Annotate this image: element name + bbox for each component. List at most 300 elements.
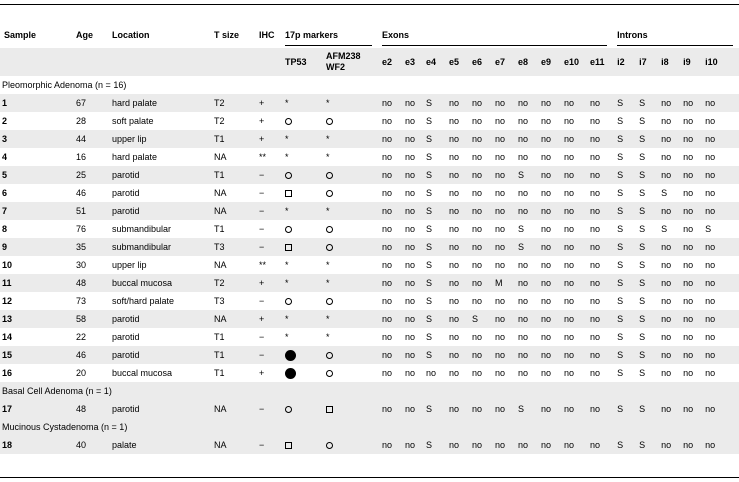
exon-cell: no (401, 310, 422, 328)
exon-cell: S (422, 310, 445, 328)
location-cell: submandibular (112, 224, 172, 234)
exon-cell: S (468, 310, 491, 328)
exon-cell: no (560, 130, 586, 148)
exon-cell: S (426, 296, 433, 306)
top-rule (0, 4, 739, 5)
ihc-cell: − (255, 202, 281, 220)
exon-cell: no (586, 202, 613, 220)
exon-cell: no (468, 238, 491, 256)
intron-cell: no (683, 296, 694, 306)
exon-cell: no (472, 224, 483, 234)
exon-cell: no (586, 400, 613, 418)
intron-cell: no (705, 368, 716, 378)
location-cell: soft/hard palate (112, 296, 175, 306)
intron-cell: no (657, 130, 679, 148)
ihc-cell: + (259, 368, 265, 378)
intron-cell: no (661, 296, 672, 306)
exon-cell: no (449, 116, 460, 126)
age-cell: 67 (72, 94, 108, 112)
exon-cell: no (378, 238, 401, 256)
exon-cell: no (564, 332, 575, 342)
exon-cell: S (422, 274, 445, 292)
location-header: Location (112, 30, 150, 40)
tsize-cell: T3 (210, 238, 255, 256)
intron-cell: no (683, 260, 694, 270)
location-cell: hard palate (112, 152, 158, 162)
circle-symbol-icon (326, 226, 333, 233)
circle-symbol-icon (285, 298, 292, 305)
exon-cell: no (445, 202, 468, 220)
sample-cell: 16 (2, 368, 13, 378)
table-row (0, 112, 739, 130)
tp53-marker-cell (281, 346, 322, 364)
exon-header: e3 (401, 48, 422, 76)
intron-cell: S (639, 152, 646, 162)
intron-cell: S (635, 202, 657, 220)
intron-cell: S (639, 260, 646, 270)
tp53-marker-cell (281, 166, 322, 184)
circle-symbol-icon (326, 172, 333, 179)
exon-cell: no (586, 274, 613, 292)
exon-cell: no (445, 274, 468, 292)
exon-header: e2 (378, 48, 401, 76)
intron-cell: no (661, 116, 672, 126)
afm-marker-cell (322, 220, 378, 238)
intron-cell: no (701, 130, 739, 148)
age-cell: 16 (76, 152, 87, 162)
exon-cell: no (405, 260, 416, 270)
exon-cell: no (468, 94, 491, 112)
exon-cell: no (468, 166, 491, 184)
exon-cell: no (537, 202, 560, 220)
intron-cell: no (679, 436, 701, 454)
sample-cell: 17 (0, 400, 72, 418)
intron-cell: S (635, 94, 657, 112)
tsize-cell: T1 (214, 224, 225, 234)
intron-cell: S (617, 296, 624, 306)
ihc-header: IHC (259, 30, 275, 40)
exon-cell: no (541, 188, 552, 198)
intron-cell: S (613, 202, 635, 220)
exon-cell: no (564, 116, 575, 126)
exon-cell: S (426, 188, 433, 198)
exon-cell: no (586, 94, 613, 112)
exon-cell: no (401, 274, 422, 292)
exon-cell: S (422, 346, 445, 364)
blank-header (108, 48, 210, 76)
exon-cell: no (472, 296, 483, 306)
table-row (0, 130, 739, 148)
exon-cell: no (382, 152, 393, 162)
intron-cell: no (661, 332, 672, 342)
exon-cell: no (564, 224, 575, 234)
exon-cell: no (495, 224, 506, 234)
intron-cell: no (657, 166, 679, 184)
intron-cell: S (639, 332, 646, 342)
exon-cell: no (590, 332, 601, 342)
square-symbol-icon (285, 442, 292, 449)
exon-cell: no (445, 346, 468, 364)
intron-cell: no (705, 116, 716, 126)
tp53-marker-cell (281, 436, 322, 454)
intron-cell: S (617, 152, 624, 162)
tsize-cell: T1 (210, 166, 255, 184)
table-row (0, 364, 739, 382)
bottom-rule (0, 477, 739, 478)
exon-cell: no (564, 260, 575, 270)
tp53-marker-cell (281, 238, 322, 256)
exon-cell: no (405, 296, 416, 306)
intron-cell: no (701, 274, 739, 292)
circle-symbol-icon (285, 226, 292, 233)
exon-cell: no (518, 188, 529, 198)
circle-symbol-icon (326, 298, 333, 305)
sample-header: Sample (4, 30, 37, 40)
exon-cell: no (495, 368, 506, 378)
ihc-cell: + (255, 310, 281, 328)
location-cell: parotid (108, 400, 210, 418)
intron-cell: S (639, 368, 646, 378)
sample-cell: 1 (0, 94, 72, 112)
exon-cell: no (560, 310, 586, 328)
exon-cell: no (468, 274, 491, 292)
tsize-cell: NA (210, 310, 255, 328)
exon-cell: no (405, 332, 416, 342)
exon-cell: no (537, 400, 560, 418)
exon-cell: S (422, 400, 445, 418)
intron-cell: S (617, 260, 624, 270)
table-row (0, 220, 739, 238)
exon-cell: no (401, 400, 422, 418)
intron-cell: S (613, 238, 635, 256)
exon-cell: no (495, 332, 506, 342)
exon-cell: no (541, 368, 552, 378)
table-row (0, 328, 739, 346)
sample-cell: 13 (0, 310, 72, 328)
intron-cell: no (705, 188, 716, 198)
location-cell: soft palate (112, 116, 154, 126)
circle-symbol-icon (285, 406, 292, 413)
exon-cell: no (590, 260, 601, 270)
afm-marker-cell: * (322, 202, 378, 220)
exon-cell: no (472, 260, 483, 270)
ihc-cell: − (259, 296, 265, 306)
afm238-header-line1: AFM238 (326, 51, 361, 61)
group-row (0, 76, 739, 94)
exon-cell: S (426, 224, 433, 234)
tp53-marker-cell (281, 364, 322, 382)
exon-cell: S (422, 130, 445, 148)
age-cell: 73 (76, 296, 87, 306)
afm-marker-cell: * (326, 260, 330, 270)
intron-cell: S (613, 436, 635, 454)
afm-marker-cell (322, 238, 378, 256)
exon-cell: no (518, 332, 529, 342)
intron-cell: S (639, 116, 646, 126)
intron-cell: no (683, 224, 694, 234)
tp53-marker-cell (281, 184, 322, 202)
exon-cell: no (495, 152, 506, 162)
intron-cell: no (679, 346, 701, 364)
exon-cell: no (378, 346, 401, 364)
exon-cell: no (564, 188, 575, 198)
intron-cell: no (683, 368, 694, 378)
tsize-cell: NA (214, 260, 227, 270)
exon-cell: no (586, 346, 613, 364)
header-row-1 (0, 22, 739, 48)
exon-cell: S (514, 400, 537, 418)
exon-cell: no (378, 310, 401, 328)
exon-cell: no (564, 296, 575, 306)
exon-cell: no (426, 368, 437, 378)
exon-cell: no (590, 116, 601, 126)
exon-cell: no (541, 332, 552, 342)
mutation-table (0, 22, 739, 454)
exon-cell: no (541, 296, 552, 306)
exon-cell: S (422, 166, 445, 184)
square-symbol-icon (326, 406, 333, 413)
exon-cell: no (514, 310, 537, 328)
age-cell: 48 (72, 400, 108, 418)
sample-cell: 3 (0, 130, 72, 148)
tp53-marker-cell: * (285, 332, 289, 342)
group-label: Basal Cell Adenoma (n = 1) (0, 382, 739, 400)
tp53-marker-cell (281, 112, 322, 130)
exon-cell: no (378, 202, 401, 220)
location-cell: submandibular (108, 238, 210, 256)
intron-cell: no (705, 152, 716, 162)
ihc-cell: − (255, 166, 281, 184)
circle-symbol-icon (326, 370, 333, 377)
intron-cell: no (679, 94, 701, 112)
sample-cell: 10 (2, 260, 13, 270)
tp53-marker-cell (281, 400, 322, 418)
exon-cell: no (449, 152, 460, 162)
tp53-marker-cell: * (281, 274, 322, 292)
exon-cell: no (491, 310, 514, 328)
exon-cell: no (382, 116, 393, 126)
exon-header: e5 (445, 48, 468, 76)
afm-marker-cell (322, 292, 378, 310)
exon-cell: no (445, 94, 468, 112)
intron-cell: S (661, 188, 668, 198)
tp53-marker-cell: * (281, 94, 322, 112)
tsize-cell: T3 (214, 296, 225, 306)
intron-cell: no (657, 274, 679, 292)
table-row (0, 94, 739, 112)
exon-cell: no (537, 274, 560, 292)
exon-cell: no (468, 130, 491, 148)
intron-cell: no (683, 332, 694, 342)
exon-cell: S (426, 260, 433, 270)
afm-marker-cell: * (322, 310, 378, 328)
exon-cell: no (564, 368, 575, 378)
circle-symbol-icon (285, 118, 292, 125)
exon-cell: no (537, 346, 560, 364)
exon-cell: no (491, 400, 514, 418)
group-label: Mucinous Cystadenoma (n = 1) (0, 418, 739, 436)
intron-cell: no (657, 436, 679, 454)
exon-header: e6 (468, 48, 491, 76)
exon-cell: no (514, 130, 537, 148)
tsize-cell: NA (210, 400, 255, 418)
table-row (0, 184, 739, 202)
exon-cell: no (514, 94, 537, 112)
exon-cell: no (405, 152, 416, 162)
afm-marker-cell: * (326, 332, 330, 342)
afm238-header-line2: WF2 (326, 62, 345, 72)
exon-cell: no (445, 130, 468, 148)
age-cell: 46 (76, 188, 87, 198)
exon-cell: no (560, 274, 586, 292)
exon-cell: no (514, 274, 537, 292)
ihc-cell: + (255, 274, 281, 292)
table-row (0, 346, 739, 364)
intron-cell: no (683, 116, 694, 126)
sample-cell: 2 (2, 116, 8, 126)
age-cell: 20 (76, 368, 87, 378)
exon-cell: no (401, 202, 422, 220)
afm-marker-cell (322, 184, 378, 202)
exon-cell: no (445, 436, 468, 454)
table-row (0, 292, 739, 310)
exon-cell: no (472, 368, 483, 378)
exon-cell: no (537, 436, 560, 454)
exon-cell: S (426, 116, 433, 126)
sample-cell: 4 (2, 152, 8, 162)
intron-cell: S (617, 188, 624, 198)
exon-cell: S (518, 224, 525, 234)
group-row (0, 382, 739, 400)
exon-cell: no (514, 202, 537, 220)
exon-cell: no (495, 188, 506, 198)
afm-marker-cell (322, 364, 378, 382)
intron-cell: S (613, 274, 635, 292)
tsize-cell: T1 (214, 368, 225, 378)
exon-cell: no (449, 296, 460, 306)
age-cell: 22 (76, 332, 87, 342)
exon-cell: no (449, 368, 460, 378)
table-row (0, 256, 739, 274)
afm-marker-cell: * (322, 130, 378, 148)
intron-cell: no (679, 400, 701, 418)
exon-cell: no (378, 166, 401, 184)
circle-symbol-icon (326, 442, 333, 449)
exon-header: e11 (586, 48, 613, 76)
intron-cell: no (657, 400, 679, 418)
table-body (0, 76, 739, 454)
intron-cell: no (657, 238, 679, 256)
intron-header: i7 (635, 48, 657, 76)
intron-cell: S (613, 310, 635, 328)
exon-header: e8 (514, 48, 537, 76)
exon-cell: no (537, 310, 560, 328)
intron-cell: S (617, 368, 624, 378)
sample-cell: 8 (2, 224, 8, 234)
age-cell: 76 (76, 224, 87, 234)
header-row-2 (0, 48, 739, 76)
location-cell: buccal mucosa (108, 274, 210, 292)
tsize-cell: T1 (210, 130, 255, 148)
intron-cell: no (661, 368, 672, 378)
ihc-cell: ** (259, 152, 267, 162)
intron-cell: S (639, 296, 646, 306)
age-cell: 25 (72, 166, 108, 184)
intron-cell: S (635, 436, 657, 454)
intron-cell: S (613, 130, 635, 148)
exon-cell: no (518, 152, 529, 162)
intron-cell: S (635, 166, 657, 184)
intron-cell: no (705, 332, 716, 342)
intron-cell: S (613, 166, 635, 184)
intron-cell: S (613, 94, 635, 112)
intron-cell: no (705, 296, 716, 306)
square-symbol-icon (285, 244, 292, 251)
tp53-marker-cell: * (281, 130, 322, 148)
exon-cell: no (491, 130, 514, 148)
exon-cell: no (472, 332, 483, 342)
tsize-cell: T2 (210, 94, 255, 112)
exon-cell: no (537, 238, 560, 256)
intron-cell: no (657, 310, 679, 328)
sample-cell: 12 (2, 296, 13, 306)
dot-symbol-icon (285, 368, 296, 379)
ihc-cell: − (259, 332, 265, 342)
intron-cell: S (613, 346, 635, 364)
table-row (0, 274, 739, 292)
introns-group-header: Introns (613, 22, 739, 48)
exon-cell: no (541, 116, 552, 126)
exon-cell: no (449, 332, 460, 342)
circle-symbol-icon (326, 244, 333, 251)
exon-cell: no (564, 152, 575, 162)
exon-cell: no (401, 238, 422, 256)
location-cell: hard palate (108, 94, 210, 112)
square-symbol-icon (285, 190, 292, 197)
table-row (0, 310, 739, 328)
afm-marker-cell: * (326, 152, 330, 162)
exon-cell: no (401, 166, 422, 184)
exon-cell: no (468, 436, 491, 454)
afm-marker-cell: * (322, 274, 378, 292)
exon-cell: no (401, 346, 422, 364)
exon-cell: no (560, 94, 586, 112)
intron-cell: S (617, 224, 624, 234)
age-cell: 44 (72, 130, 108, 148)
exon-cell: no (378, 94, 401, 112)
exon-cell: no (514, 436, 537, 454)
intron-header: i9 (679, 48, 701, 76)
location-cell: parotid (112, 188, 140, 198)
exon-cell: no (468, 400, 491, 418)
intron-cell: S (705, 224, 712, 234)
age-cell: 35 (72, 238, 108, 256)
sample-cell: 7 (0, 202, 72, 220)
tp53-marker-cell (281, 220, 322, 238)
intron-cell: S (635, 130, 657, 148)
intron-cell: no (701, 436, 739, 454)
exon-cell: no (586, 436, 613, 454)
exon-cell: no (560, 166, 586, 184)
afm-marker-cell (322, 112, 378, 130)
exon-cell: S (514, 166, 537, 184)
exon-cell: no (449, 224, 460, 234)
exon-cell: M (491, 274, 514, 292)
ihc-cell: − (255, 400, 281, 418)
exon-cell: no (401, 94, 422, 112)
exon-cell: no (401, 130, 422, 148)
intron-cell: S (613, 400, 635, 418)
